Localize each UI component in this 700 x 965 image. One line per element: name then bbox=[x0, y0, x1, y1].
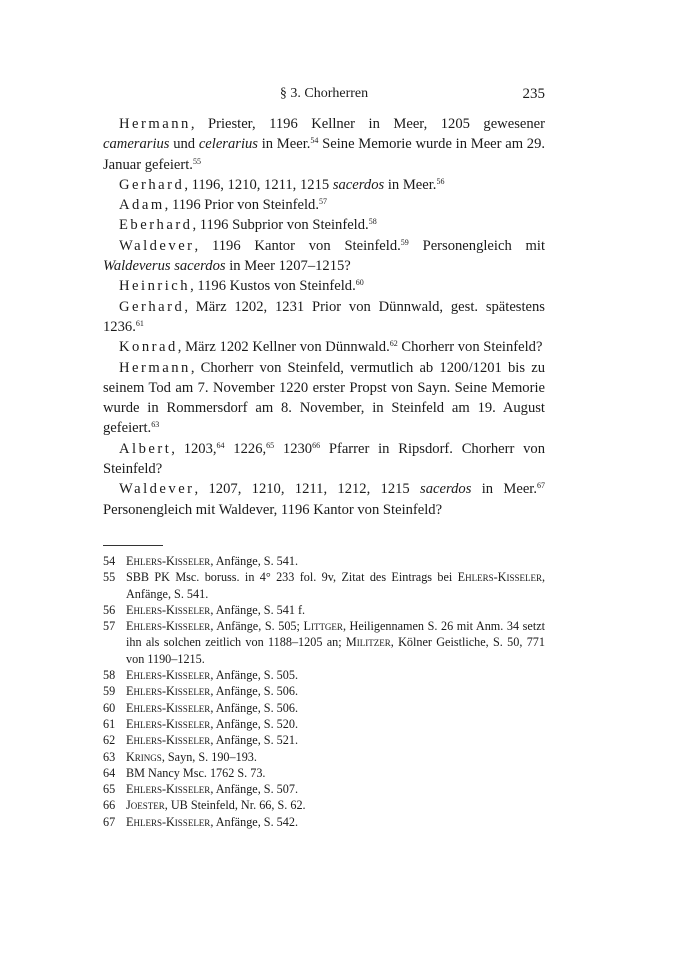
italic-term: celerarius bbox=[198, 136, 258, 153]
main-text bbox=[103, 114, 545, 520]
entry-paragraph bbox=[103, 479, 545, 520]
author-name: Ehlers-Kisseler bbox=[126, 602, 211, 617]
text-run: Seine Memorie wurde in Meer am 29. Januar gefeiert. bbox=[103, 136, 546, 173]
text-run: , Chorherr von Steinfeld, vermutlich ab 1200/1201 bis zu seinem Tod am 7. November 1220 erster Propst von Sayn. Seine Memorie wurde in Rommersdorf am 8. November, in Steinfeld am 19. August gefeiert. bbox=[103, 359, 545, 437]
text-run: Pfarrer in Ripsdorf. Chorherr von Steinfeld? bbox=[103, 440, 546, 478]
entry-paragraph bbox=[103, 439, 545, 480]
footnote-number: 63 bbox=[103, 749, 116, 764]
entry-paragraph bbox=[103, 195, 545, 215]
person-name: Gerhard bbox=[119, 176, 185, 193]
footnote bbox=[103, 749, 545, 765]
person-name: Konrad bbox=[119, 339, 178, 356]
footnote-ref: 58 bbox=[368, 217, 377, 227]
footnote bbox=[103, 781, 545, 797]
text-run: in Meer. bbox=[471, 481, 537, 498]
footnote bbox=[103, 797, 545, 813]
page-number: 235 bbox=[522, 86, 545, 102]
footnote-number: 66 bbox=[103, 798, 116, 813]
text-run: , 1196 Kustos von Steinfeld. bbox=[190, 278, 356, 295]
person-name: Hermann bbox=[119, 116, 191, 132]
footnote bbox=[103, 765, 545, 781]
footnote-number: 65 bbox=[103, 782, 116, 797]
text-run: , Anfänge, S. 542. bbox=[210, 814, 298, 829]
text-run: in Meer 1207–1215? bbox=[225, 258, 351, 275]
text-run: , 1196 Kantor von Steinfeld. bbox=[194, 237, 401, 254]
text-run: 1226, bbox=[224, 440, 267, 457]
entry-paragraph bbox=[103, 276, 545, 296]
entry-paragraph bbox=[103, 337, 545, 357]
footnote-separator bbox=[103, 545, 163, 546]
text-run: , Anfänge, S. 521. bbox=[210, 733, 298, 748]
footnote-ref: 59 bbox=[400, 237, 409, 247]
italic-term: Waldeverus sacerdos bbox=[103, 258, 226, 275]
author-name: Krings bbox=[126, 749, 162, 764]
footnote-ref: 64 bbox=[216, 440, 225, 450]
author-name: Ehlers-Kisseler bbox=[126, 554, 211, 568]
footnote bbox=[103, 618, 545, 667]
footnote-ref: 60 bbox=[355, 278, 364, 288]
entry-paragraph bbox=[103, 114, 545, 175]
entry-paragraph bbox=[103, 297, 545, 338]
section-title: § 3. Chorherren bbox=[279, 86, 369, 101]
footnote-number: 56 bbox=[103, 602, 116, 617]
person-name: Eberhard bbox=[119, 217, 193, 234]
author-name: Ehlers-Kisseler bbox=[457, 570, 542, 585]
footnote bbox=[103, 700, 545, 716]
footnotes bbox=[103, 553, 545, 830]
text-run: BM Nancy Msc. 1762 S. 73. bbox=[126, 765, 266, 780]
author-name: Ehlers-Kisseler bbox=[126, 716, 211, 731]
author-name: Ehlers-Kisseler bbox=[126, 782, 211, 797]
entry-paragraph bbox=[103, 358, 545, 439]
footnote-number: 67 bbox=[103, 814, 116, 829]
footnote-number: 57 bbox=[103, 619, 116, 634]
person-name: Gerhard bbox=[119, 298, 185, 315]
text-run: , Anfänge, S. 505. bbox=[210, 668, 298, 683]
text-run: , Kölner Geistliche, S. 50, 771 von 1190–1215. bbox=[126, 635, 545, 666]
text-run: , Priester, 1196 Kellner in Meer, 1205 gewesener bbox=[190, 116, 545, 132]
footnote bbox=[103, 602, 545, 618]
footnote-number: 61 bbox=[103, 716, 116, 731]
author-name: Ehlers-Kisseler bbox=[126, 814, 211, 829]
text-run: , Anfänge, S. 506. bbox=[210, 700, 298, 715]
author-name: Ehlers-Kisseler bbox=[126, 668, 211, 683]
italic-term: sacerdos bbox=[420, 481, 472, 498]
footnote bbox=[103, 553, 545, 569]
italic-term: sacerdos bbox=[332, 176, 385, 193]
entry-paragraph bbox=[103, 175, 545, 195]
entry-paragraph bbox=[103, 236, 545, 277]
text-run: in Meer. bbox=[258, 136, 311, 153]
footnote-ref: 54 bbox=[310, 136, 319, 146]
text-run: Personengleich mit Waldever, 1196 Kantor von Steinfeld? bbox=[103, 501, 443, 518]
footnote bbox=[103, 683, 545, 699]
text-run: und bbox=[169, 136, 199, 153]
text-run: in Meer. bbox=[384, 176, 437, 193]
italic-term: camerarius bbox=[103, 136, 170, 153]
text-run: SBB PK Msc. boruss. in 4° 233 fol. 9v, Zitat des Eintrags bei bbox=[126, 570, 458, 585]
text-run: , März 1202 Kellner von Dünnwald. bbox=[177, 339, 390, 356]
author-name: Joester bbox=[126, 798, 165, 813]
person-name: Heinrich bbox=[119, 278, 191, 295]
footnote-number: 62 bbox=[103, 733, 116, 748]
person-name: Hermann bbox=[119, 359, 191, 376]
text-run: , Anfänge, S. 505; bbox=[210, 619, 304, 634]
footnote-ref: 65 bbox=[266, 440, 275, 450]
text-run: , Anfänge, S. 507. bbox=[210, 782, 298, 797]
footnote bbox=[103, 732, 545, 748]
text-run: , 1196 Subprior von Steinfeld. bbox=[192, 217, 369, 234]
author-name: Ehlers-Kisseler bbox=[126, 619, 211, 634]
footnote bbox=[103, 716, 545, 732]
footnote-number: 64 bbox=[103, 765, 116, 780]
text-run: , 1207, 1210, 1211, 1212, 1215 bbox=[194, 481, 421, 498]
text-run: , UB Steinfeld, Nr. 66, S. 62. bbox=[164, 798, 306, 813]
person-name: Albert bbox=[119, 440, 172, 457]
running-header bbox=[103, 86, 545, 106]
footnote-ref: 63 bbox=[151, 420, 160, 430]
text-run: , Heiligennamen S. 26 mit Anm. 34 setzt ihn als solchen zeitlich von 1188–1205 an; bbox=[126, 619, 545, 650]
person-name: Waldever bbox=[119, 237, 195, 254]
text-run: , Sayn, S. 190–193. bbox=[161, 749, 257, 764]
footnote-number: 55 bbox=[103, 570, 116, 585]
author-name: Ehlers-Kisseler bbox=[126, 684, 211, 699]
footnote-number: 60 bbox=[103, 700, 116, 715]
text-run: , Anfänge, S. 520. bbox=[210, 716, 298, 731]
footnote-ref: 55 bbox=[192, 156, 201, 166]
footnote-ref: 66 bbox=[312, 440, 321, 450]
author-name: Militzer bbox=[345, 635, 391, 650]
person-name: Adam bbox=[119, 197, 165, 214]
text-run: , März 1202, 1231 Prior von Dünnwald, gest. spätestens 1236. bbox=[103, 298, 545, 335]
author-name: Ehlers-Kisseler bbox=[126, 700, 211, 715]
footnote-number: 54 bbox=[103, 554, 116, 568]
footnote bbox=[103, 814, 545, 830]
footnote bbox=[103, 569, 545, 602]
text-run: , 1203, bbox=[171, 440, 217, 457]
footnote-ref: 62 bbox=[389, 339, 398, 349]
entry-paragraph bbox=[103, 215, 545, 235]
footnote-ref: 57 bbox=[318, 197, 327, 207]
text-run: , Anfänge, S. 506. bbox=[210, 684, 298, 699]
text-run: , Anfänge, S. 541. bbox=[126, 570, 545, 601]
footnote-ref: 61 bbox=[135, 318, 144, 328]
footnote-number: 58 bbox=[103, 668, 116, 683]
text-run: , 1196, 1210, 1211, 1215 bbox=[184, 176, 333, 193]
author-name: Ehlers-Kisseler bbox=[126, 733, 211, 748]
text-run: , Anfänge, S. 541 f. bbox=[210, 602, 306, 617]
footnote-ref: 67 bbox=[537, 481, 545, 491]
text-run: Chorherr von Steinfeld? bbox=[397, 339, 543, 356]
text-run: 1230 bbox=[274, 440, 313, 457]
person-name: Waldever bbox=[119, 481, 195, 498]
text-run: , Anfänge, S. 541. bbox=[210, 554, 298, 568]
text-run: , 1196 Prior von Steinfeld. bbox=[164, 197, 319, 214]
footnote-number: 59 bbox=[103, 684, 116, 699]
footnote bbox=[103, 667, 545, 683]
author-name: Littger bbox=[303, 619, 343, 634]
text-run: Personengleich mit bbox=[408, 237, 545, 254]
footnote-ref: 56 bbox=[436, 176, 445, 186]
